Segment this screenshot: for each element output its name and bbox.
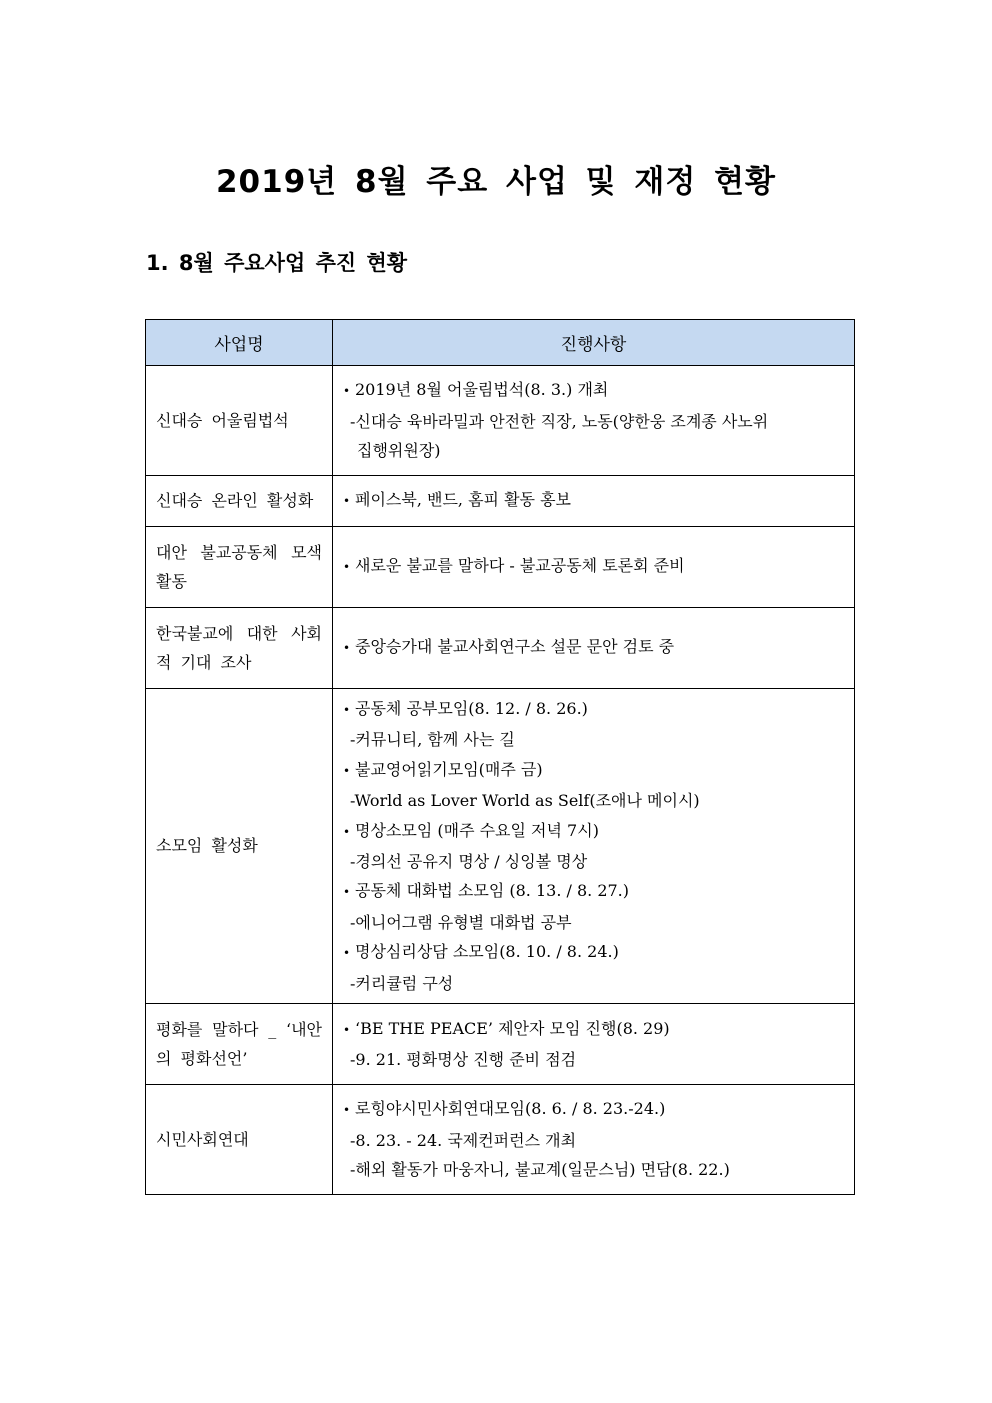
progress-subitem-continued: 집행위원장): [357, 441, 441, 461]
header-progress: 진행사항: [333, 320, 855, 366]
progress-item: • 공동체 대화법 소모임 (8. 13. / 8. 27.): [343, 876, 844, 907]
table-row: [146, 476, 855, 527]
progress-item: • 명상소모임 (매주 수요일 저녁 7시): [343, 816, 844, 847]
progress-cell: [333, 689, 855, 1004]
progress-subitem: -커리큘럼 구성: [350, 973, 454, 993]
progress-item: • 공동체 공부모임(8. 12. / 8. 26.): [343, 694, 844, 725]
progress-item: • 로힝야시민사회연대모임(8. 6. / 8. 23.-24.): [343, 1094, 844, 1125]
business-name-cell: 시민사회연대: [146, 1085, 333, 1195]
section-heading: 1. 8월 주요사업 추진 현황: [146, 251, 408, 275]
progress-cell: [333, 1085, 855, 1195]
progress-subitem: -World as Lover World as Self(조애나 메이시): [350, 791, 700, 811]
business-name-cell: 평화를 말하다 _ ‘내안의 평화선언’: [146, 1004, 333, 1085]
business-name-cell: 대안 불교공동체 모색 활동: [146, 527, 333, 608]
table-header-row: [146, 320, 855, 366]
progress-subitem: -에니어그램 유형별 대화법 공부: [350, 912, 572, 932]
business-name-cell: 한국불교에 대한 사회적 기대 조사: [146, 608, 333, 689]
table-row: [146, 527, 855, 608]
progress-item: • 중앙승가대 불교사회연구소 설문 문안 검토 중: [343, 632, 844, 663]
progress-subitem: -경의선 공유지 명상 / 싱잉볼 명상: [350, 852, 588, 871]
table-row: [146, 1085, 855, 1195]
document-title: 2019년 8월 주요 사업 및 재정 현황: [215, 164, 776, 200]
progress-subitem: -8. 23. - 24. 국제컨퍼런스 개최: [350, 1130, 577, 1150]
progress-subitem: -해외 활동가 마웅자니, 불교계(일문스님) 면담(8. 22.): [350, 1160, 730, 1180]
business-status-table: [145, 319, 855, 1195]
table-row: [146, 366, 855, 476]
progress-item: • ‘BE THE PEACE’ 제안자 모임 진행(8. 29): [343, 1014, 844, 1045]
business-name-cell: 소모임 활성화: [146, 689, 333, 1004]
progress-cell: [333, 1004, 855, 1085]
progress-subitem: -신대승 육바라밀과 안전한 직장, 노동(양한웅 조계종 사노위: [350, 411, 769, 431]
business-name-cell: 신대승 어울림법석: [146, 366, 333, 476]
table-row: [146, 608, 855, 689]
header-business-name: 사업명: [146, 320, 333, 366]
progress-item: • 페이스북, 밴드, 홈피 활동 홍보: [343, 485, 844, 516]
table-row: [146, 1004, 855, 1085]
progress-cell: [333, 366, 855, 476]
progress-cell: [333, 527, 855, 608]
progress-item: • 2019년 8월 어울림법석(8. 3.) 개최: [343, 375, 844, 406]
progress-item: • 명상심리상담 소모임(8. 10. / 8. 24.): [343, 937, 844, 968]
business-name-cell: 신대승 온라인 활성화: [146, 476, 333, 527]
progress-subitem: -9. 21. 평화명상 진행 준비 점검: [350, 1050, 577, 1069]
progress-item: • 새로운 불교를 말하다 - 불교공동체 토론회 준비: [343, 551, 844, 582]
progress-item: • 불교영어읽기모임(매주 금): [343, 755, 844, 786]
progress-subitem: -커뮤니티, 함께 사는 길: [350, 730, 515, 750]
progress-cell: [333, 476, 855, 527]
progress-cell: [333, 608, 855, 689]
table-row: [146, 689, 855, 1004]
